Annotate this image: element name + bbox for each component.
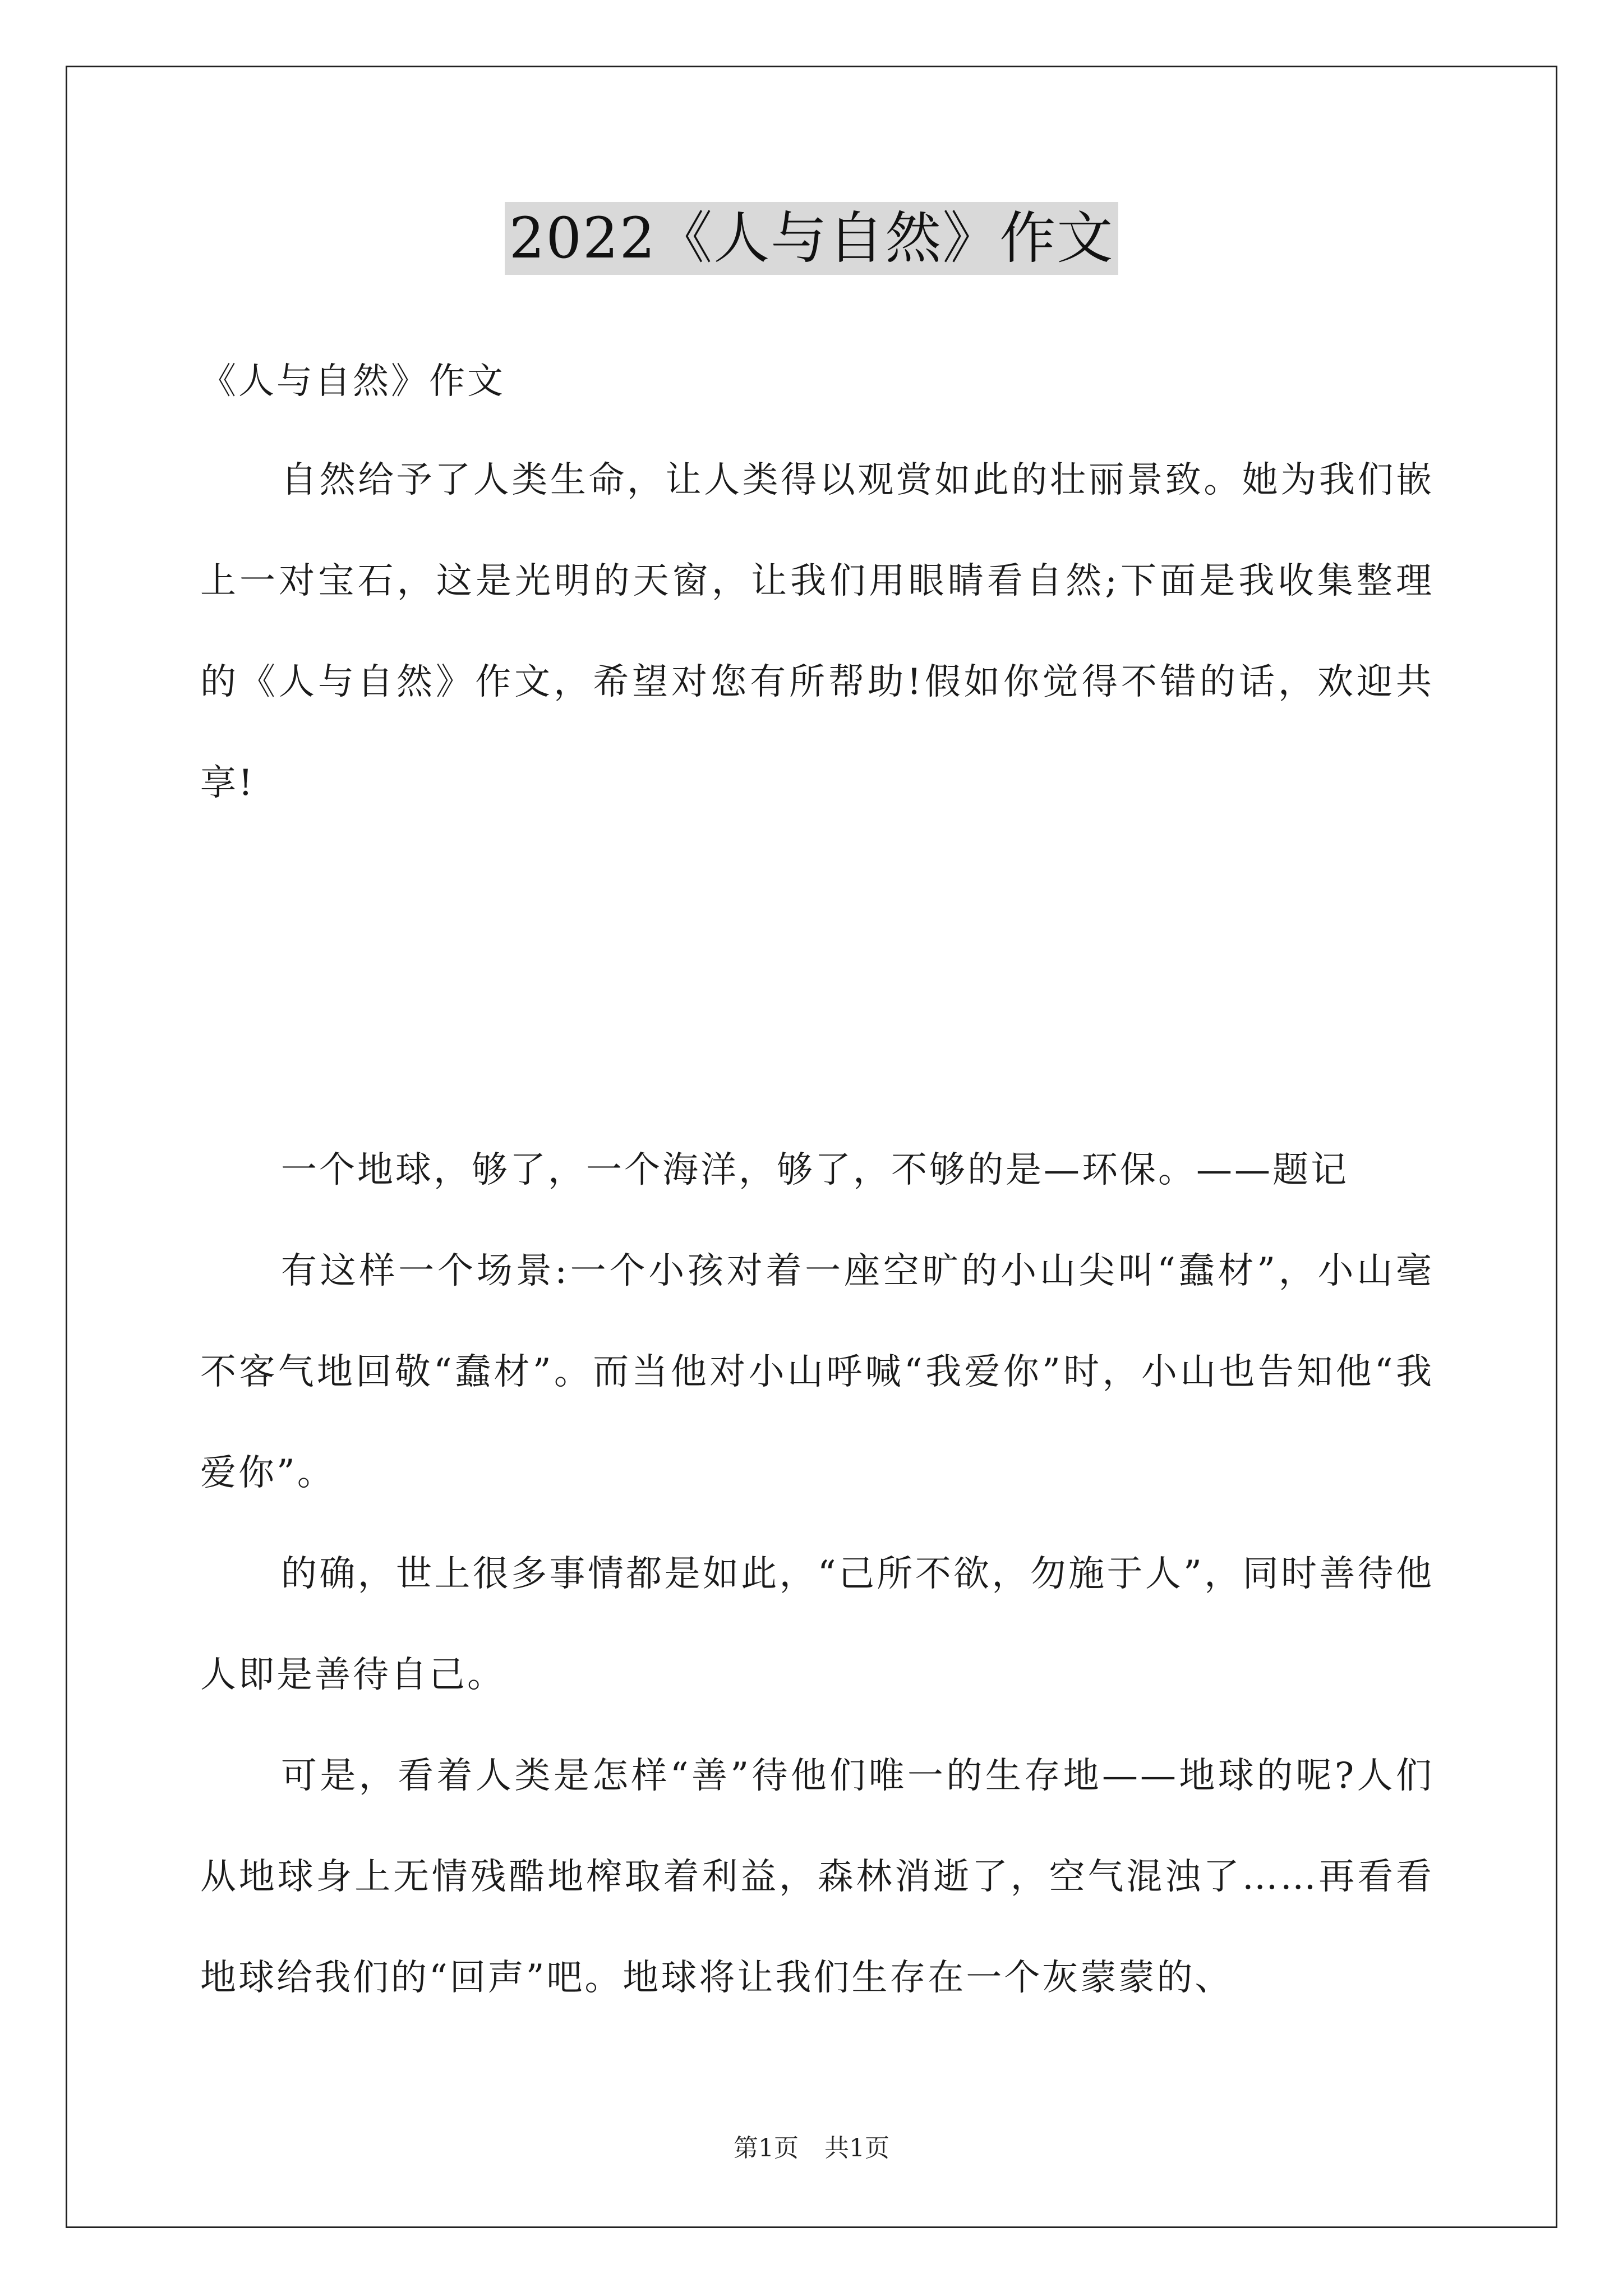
paragraph-earth-echo: 可是，看着人类是怎样“善”待他们唯一的生存地——地球的呢?人们从地球身上无情残酷地榨取着利益，森林消逝了，空气混浊了……再看看地球给我们的“回声”吧。地球将让我们生存在一个灰蒙蒙的、 xyxy=(200,1755,1434,1999)
document-subtitle: 《人与自然》作文 xyxy=(200,361,505,402)
document-title: 2022《人与自然》作文 xyxy=(505,202,1119,275)
intro-paragraph: 自然给予了人类生命，让人类得以观赏如此的壮丽景致。她为我们嵌上一对宝石，这是光明的天窗，让我们用眼睛看自然;下面是我收集整理的《人与自然》作文，希望对您有所帮助!假如你觉得不错的话，欢迎共享! xyxy=(200,459,1434,804)
paragraph-echo-scene: 有这样一个场景:一个小孩对着一座空旷的小山尖叫“蠢材”，小山毫不客气地回敬“蠢材”。而当他对小山呼喊“我爱你”时，小山也告知他“我爱你”。 xyxy=(200,1250,1434,1494)
document-body xyxy=(200,348,1434,2028)
page-total: 共1页 xyxy=(824,2134,889,2162)
title-area xyxy=(0,202,1623,275)
page-number: 第1页 xyxy=(734,2134,799,2162)
blank-space xyxy=(200,834,1434,1120)
paragraph-golden-rule: 的确，世上很多事情都是如此，“己所不欲，勿施于人”，同时善待他人即是善待自己。 xyxy=(200,1553,1434,1696)
paragraph-epigraph: 一个地球，够了，一个海洋，够了，不够的是—环保。——题记 xyxy=(281,1149,1349,1191)
page-footer xyxy=(0,2132,1623,2165)
